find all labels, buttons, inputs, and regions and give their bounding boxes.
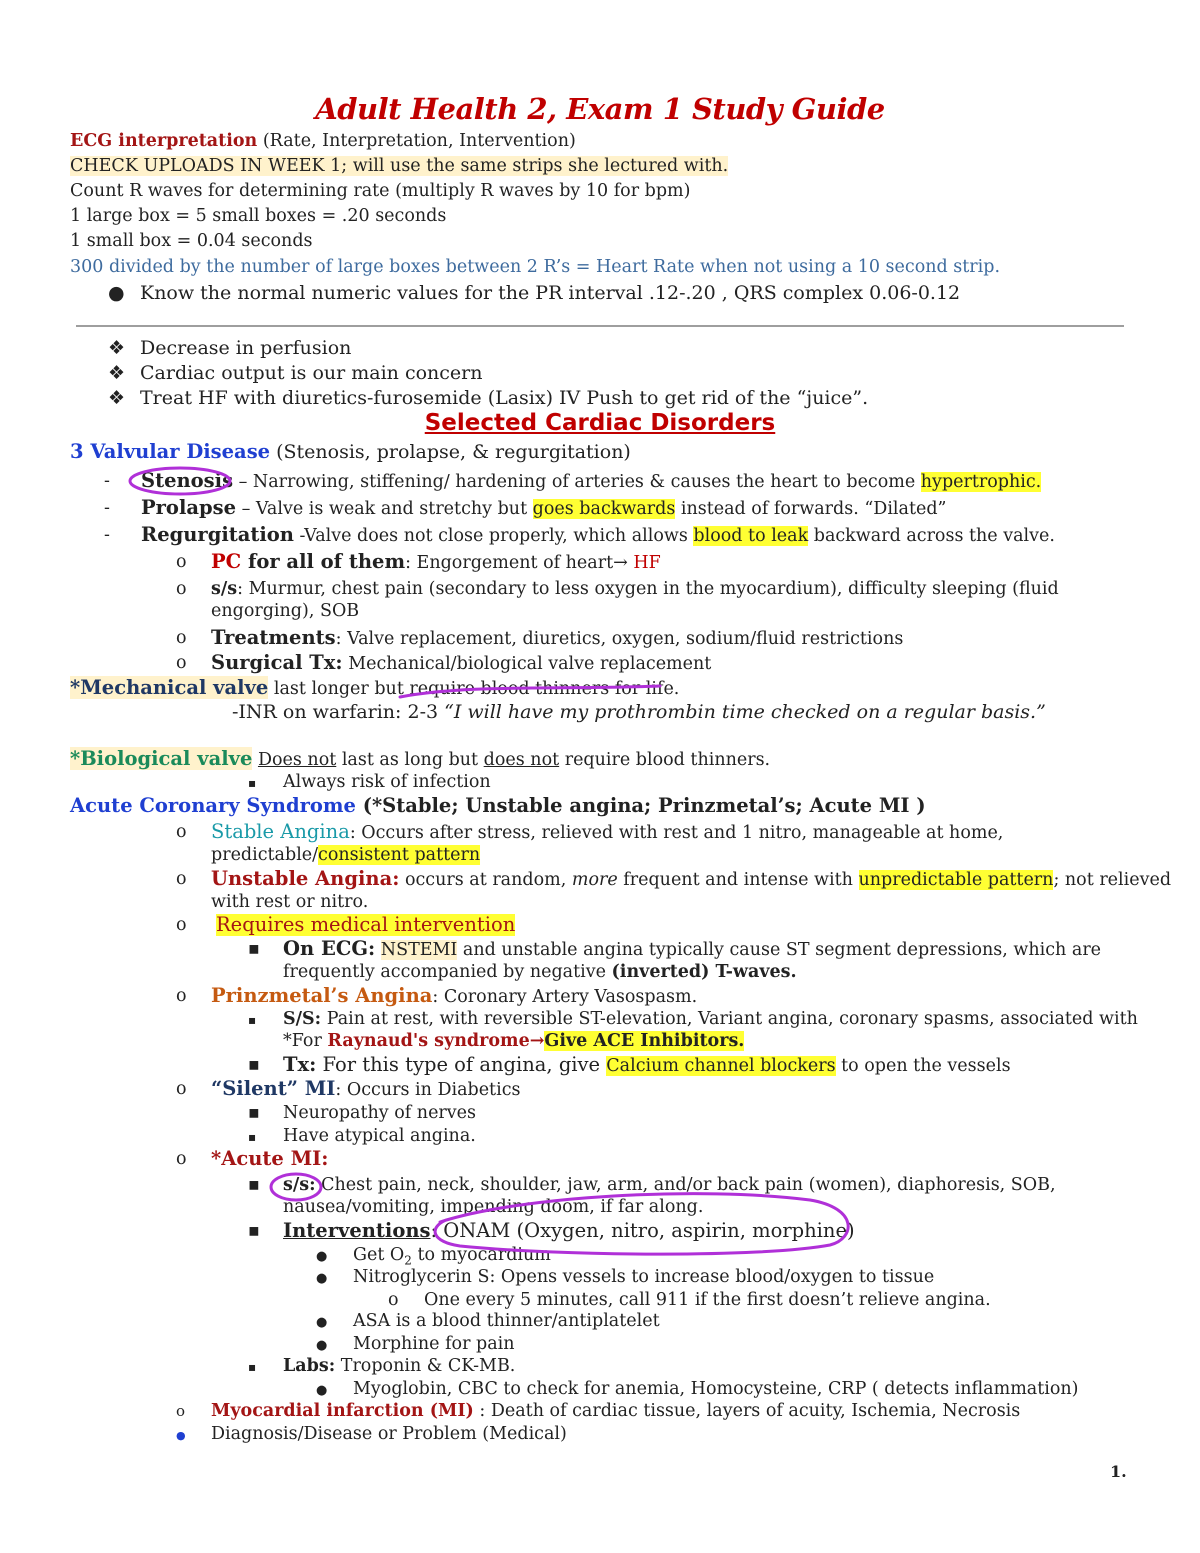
stenosis-line — [104, 469, 1042, 492]
prinz-label: Prinzmetal’s Angina — [211, 984, 433, 1007]
unstable-label: Unstable Angina: — [211, 867, 400, 890]
pc-hf: HF — [633, 553, 661, 573]
acute-ss-content — [283, 1174, 1056, 1196]
prinz-tx-line — [248, 1053, 1011, 1076]
raynaud-highlight: Give ACE Inhibitors. — [544, 1031, 745, 1051]
valv-ss-content — [211, 578, 1059, 600]
diagnosis-line — [176, 1423, 567, 1447]
biological-line — [70, 748, 770, 771]
treatments-line — [176, 626, 904, 649]
labs-label: Labs: — [283, 1356, 336, 1376]
raynaud-pre: *For — [283, 1031, 328, 1051]
page-title: Adult Health 2, Exam 1 Study Guide — [315, 92, 885, 126]
acute-ss-label: s/s: — [283, 1175, 316, 1195]
inr-text: -INR on warfarin: 2-3 — [232, 701, 445, 723]
bio-does-not: Does not — [257, 750, 337, 770]
mechanical-text: last longer but require blood thinners for life. — [268, 679, 680, 699]
square-bullet: ▪ — [248, 1055, 260, 1075]
one-every-line — [388, 1289, 991, 1311]
infection-line — [248, 771, 491, 794]
unstable-content — [211, 868, 1171, 891]
mi-text: : Death of cardiac tissue, layers of acuity, Ischemia, Necrosis — [473, 1401, 1021, 1421]
bio-text: last as long but — [336, 750, 484, 770]
ecg-heading-line — [70, 130, 576, 152]
prinz-ss-text: Pain at rest, with reversible ST-elevation, Variant angina, coronary spasms, associated with — [321, 1009, 1138, 1029]
stenosis-highlight: hypertrophic. — [920, 472, 1042, 492]
stable-content — [211, 821, 1003, 844]
prolapse-text-2: instead of forwards. “Dilated” — [675, 499, 947, 519]
surgical-content — [211, 652, 711, 675]
divided-line: 300 divided by the number of large boxes between 2 R’s = Heart Rate when not using a 10 second strip. — [70, 257, 1001, 277]
labs-content — [283, 1355, 515, 1377]
get-o2-post: to myocardium — [411, 1245, 551, 1265]
acute-ss-text-2: nausea/vomiting, impending doom, if far along. — [283, 1197, 704, 1217]
count-line: Count R waves for determining rate (multiply R waves by 10 for bpm) — [70, 181, 691, 201]
square-bullet: ▪ — [248, 1175, 260, 1195]
square-bullet: ▪ — [248, 1221, 260, 1241]
treatments-text: : Valve replacement, diuretics, oxygen, sodium/fluid restrictions — [335, 629, 904, 649]
acute-ss-text: Chest pain, neck, shoulder, jaw, arm, and/or back pain (women), diaphoresis, SOB, — [315, 1175, 1056, 1195]
bullet-icon: ● — [316, 1383, 328, 1398]
valv-ss-label: s/s — [211, 579, 238, 599]
large-box-line: 1 large box = 5 small boxes = .20 seconds — [70, 206, 447, 226]
infection-text: Always risk of infection — [283, 772, 491, 792]
atypical-text: Have atypical angina. — [283, 1126, 476, 1146]
stable-line — [176, 820, 1004, 843]
diamond-text-3: Treat HF with diuretics-furosemide (Lasix) IV Push to get rid of the “juice”. — [140, 387, 869, 409]
bullet-icon: ● — [316, 1315, 328, 1330]
diamond-item-1 — [108, 337, 351, 359]
onecg-text-2: frequently accompanied by negative — [283, 962, 612, 982]
surgical-line — [176, 651, 712, 674]
prolapse-line — [104, 496, 947, 519]
horizontal-divider — [76, 325, 1124, 327]
square-bullet: ▪ — [248, 1013, 257, 1027]
onecg-line-2 — [283, 961, 797, 983]
prinz-ss-content — [283, 1008, 1138, 1030]
unstable-text-3: ; not relieved — [1053, 870, 1172, 890]
interventions-content — [283, 1220, 855, 1243]
diamond-text-1: Decrease in perfusion — [140, 337, 352, 359]
regurgitation-line — [104, 523, 1055, 546]
onecg-bold: (inverted) T-waves. — [611, 962, 797, 982]
raynaud-label: Raynaud's syndrome→ — [327, 1031, 545, 1051]
unstable-more: more — [571, 870, 618, 890]
circle-bullet: o — [176, 986, 187, 1006]
neuropathy-line — [248, 1102, 477, 1124]
dash-marker: - — [104, 471, 110, 491]
pc-label-2: for all of them — [241, 550, 406, 573]
asa-line — [316, 1310, 660, 1334]
circle-bullet: o — [176, 822, 187, 842]
onecg-nstemi: NSTEMI — [380, 940, 458, 960]
bullet-icon: ● — [316, 1249, 328, 1264]
prolapse-label: Prolapse — [141, 496, 237, 519]
requires-line — [176, 913, 516, 936]
check-uploads-text: CHECK UPLOADS IN WEEK 1; will use the same strips she lectured with. — [70, 156, 729, 176]
valvular-heading-rest: (Stenosis, prolapse, & regurgitation) — [270, 441, 631, 463]
requires-text: Requires medical intervention — [216, 913, 516, 936]
interventions-line — [248, 1219, 855, 1242]
silent-label: “Silent” MI — [211, 1077, 336, 1100]
prinz-tx-label: Tx: — [283, 1053, 317, 1076]
diamond-item-3 — [108, 387, 868, 409]
biological-label: *Biological valve — [70, 747, 253, 770]
labs-line — [248, 1355, 516, 1378]
acute-mi-label: *Acute MI: — [211, 1147, 329, 1170]
acute-mi-line — [176, 1147, 329, 1170]
mi-content — [211, 1400, 1020, 1422]
nitro-line — [316, 1266, 935, 1290]
acs-heading: Acute Coronary Syndrome — [70, 794, 356, 817]
myoglobin-line — [316, 1378, 1079, 1402]
valv-ss-text-2: engorging), SOB — [211, 601, 360, 621]
mi-label: Myocardial infarction (MI) — [211, 1401, 474, 1421]
unstable-text: occurs at random, — [399, 870, 572, 890]
stable-line-2 — [211, 844, 480, 866]
acute-ss-line — [248, 1174, 1056, 1196]
onecg-text: and unstable angina typically cause ST segment depressions, which are — [457, 940, 1102, 960]
stenosis-text: – Narrowing, stiffening/ hardening of arteries & causes the heart to become — [233, 472, 921, 492]
prinz-ss-label: S/S: — [283, 1009, 322, 1029]
circle-bullet: o — [176, 653, 187, 673]
prinz-ss-line — [248, 1008, 1138, 1031]
bio-text-2: require blood thinners. — [559, 750, 771, 770]
prinz-tx-content — [283, 1054, 1011, 1077]
labs-text: Troponin & CK-MB. — [335, 1356, 516, 1376]
mi-line — [176, 1400, 1021, 1422]
nitro-text: Nitroglycerin S: Opens vessels to increase blood/oxygen to tissue — [353, 1267, 935, 1287]
bio-does-not-2: does not — [483, 750, 560, 770]
valvular-heading: 3 Valvular Disease — [70, 440, 271, 463]
prinz-tx-highlight: Calcium channel blockers — [606, 1056, 836, 1076]
morphine-line — [316, 1333, 515, 1357]
morphine-text: Morphine for pain — [353, 1334, 515, 1354]
regurgitation-text-2: backward across the valve. — [808, 526, 1055, 546]
stable-label: Stable Angina — [211, 820, 350, 843]
treatments-label: Treatments — [211, 626, 336, 649]
onecg-content — [283, 938, 1101, 961]
prolapse-content — [141, 497, 947, 520]
mechanical-label: *Mechanical valve — [70, 676, 269, 699]
valvular-heading-line — [70, 441, 631, 463]
valv-ss-line — [176, 578, 1059, 600]
prinz-tx-text-2: to open the vessels — [835, 1056, 1011, 1076]
square-bullet: ▪ — [248, 776, 257, 790]
regurgitation-highlight: blood to leak — [693, 526, 809, 546]
prolapse-highlight: goes backwards — [532, 499, 676, 519]
bullet-icon: ● — [176, 1429, 186, 1442]
regurgitation-content — [141, 524, 1055, 547]
section-header: Selected Cardiac Disorders — [424, 410, 776, 436]
stenosis-label: Stenosis — [141, 469, 234, 492]
circle-bullet: o — [176, 552, 187, 572]
myoglobin-text: Myoglobin, CBC to check for anemia, Homocysteine, CRP ( detects inflammation) — [353, 1379, 1079, 1399]
diamond-item-2 — [108, 362, 482, 384]
square-bullet: ▪ — [248, 1130, 257, 1144]
diamond-bullet-icon: ❖ — [108, 387, 126, 409]
prinz-line — [176, 984, 698, 1007]
unstable-text-2: frequent and intense with — [617, 870, 859, 890]
interventions-label: Interventions — [283, 1219, 431, 1242]
asa-text: ASA is a blood thinner/antiplatelet — [353, 1311, 660, 1331]
prinz-content — [211, 985, 697, 1008]
pc-content — [211, 551, 661, 574]
silent-line — [176, 1077, 521, 1100]
square-bullet: ▪ — [248, 1360, 257, 1374]
dash-marker: - — [104, 525, 110, 545]
surgical-text: Mechanical/biological valve replacement — [342, 654, 712, 674]
circle-bullet: o — [176, 628, 187, 648]
one-every-text: One every 5 minutes, call 911 if the first doesn’t relieve angina. — [424, 1290, 991, 1310]
diamond-bullet-icon: ❖ — [108, 362, 126, 384]
regurgitation-label: Regurgitation — [141, 523, 294, 546]
bullet-icon: ● — [316, 1338, 328, 1353]
onecg-label: On ECG: — [283, 937, 376, 960]
inr-line — [232, 701, 1046, 723]
circle-bullet: o — [388, 1290, 399, 1310]
diamond-bullet-icon: ❖ — [108, 337, 126, 359]
stable-text: : Occurs after stress, relieved with rest and 1 nitro, manageable at home, — [349, 823, 1004, 843]
valv-ss-text: : Murmur, chest pain (secondary to less oxygen in the myocardium), difficulty sleeping (fluid — [237, 579, 1059, 599]
mechanical-line — [70, 677, 679, 700]
bullet-icon: ● — [316, 1271, 328, 1286]
surgical-label: Surgical Tx: — [211, 651, 343, 674]
atypical-line — [248, 1125, 476, 1148]
know-normal-text: Know the normal numeric values for the PR interval .12-.20 , QRS complex 0.06-0.12 — [140, 282, 961, 304]
know-normal-line — [108, 282, 960, 304]
stable-text-2: predictable/ — [211, 845, 319, 865]
unstable-highlight: unpredictable pattern — [858, 870, 1054, 890]
get-o2-line — [316, 1244, 551, 1268]
neuropathy-text: Neuropathy of nerves — [283, 1103, 477, 1123]
square-bullet: ▪ — [248, 939, 260, 959]
unstable-text-4: with rest or nitro. — [211, 892, 369, 912]
page-number: 1. — [1110, 1462, 1127, 1481]
stable-highlight: consistent pattern — [318, 845, 481, 865]
circle-bullet: o — [176, 869, 187, 889]
square-bullet: ▪ — [248, 1103, 260, 1123]
get-o2-pre: Get O — [353, 1245, 405, 1265]
ecg-label-rest: (Rate, Interpretation, Intervention) — [257, 131, 576, 151]
diamond-text-2: Cardiac output is our main concern — [140, 362, 483, 384]
ecg-label: ECG interpretation — [70, 131, 258, 151]
inr-quote: “I will have my prothrombin time checked on a regular basis.” — [444, 701, 1046, 723]
raynaud-line — [283, 1030, 744, 1052]
stenosis-content — [141, 470, 1041, 493]
interventions-text: : ONAM (Oxygen, nitro, aspirin, morphine) — [430, 1219, 855, 1242]
pc-label: PC — [211, 550, 242, 573]
prinz-tx-text: For this type of angina, give — [316, 1053, 607, 1076]
unstable-line — [176, 867, 1172, 890]
circle-bullet: o — [176, 579, 187, 599]
treatments-content — [211, 627, 903, 650]
pc-line — [176, 550, 661, 573]
dash-marker: - — [104, 498, 110, 518]
prinz-text: : Coronary Artery Vasospasm. — [432, 987, 698, 1007]
silent-content — [211, 1078, 520, 1101]
circle-bullet: o — [176, 1402, 186, 1420]
regurgitation-text: -Valve does not close properly, which allows — [293, 526, 694, 546]
acs-heading-rest: (*Stable; Unstable angina; Prinzmetal’s; Acute MI ) — [355, 794, 926, 817]
silent-text: : Occurs in Diabetics — [335, 1080, 521, 1100]
pc-text: : Engorgement of heart→ — [405, 553, 634, 573]
prolapse-text: – Valve is weak and stretchy but — [236, 499, 533, 519]
small-box-line: 1 small box = 0.04 seconds — [70, 231, 313, 251]
get-o2-sub: 2 — [404, 1253, 412, 1268]
onecg-line — [248, 937, 1102, 960]
circle-bullet: o — [176, 915, 187, 935]
bullet-icon: ● — [108, 282, 125, 304]
check-uploads-line — [70, 155, 728, 177]
circle-bullet: o — [176, 1149, 187, 1169]
diagnosis-text: Diagnosis/Disease or Problem (Medical) — [211, 1424, 567, 1444]
circle-bullet: o — [176, 1079, 187, 1099]
acs-heading-line — [70, 795, 926, 818]
